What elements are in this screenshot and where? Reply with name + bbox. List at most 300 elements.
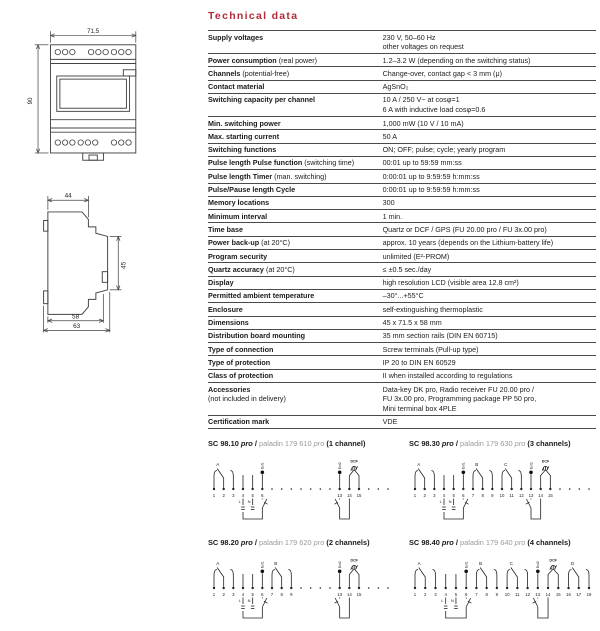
terminal-9 — [491, 488, 494, 498]
spec-label: Certification mark — [208, 417, 270, 427]
spec-value: Data-key DK pro, Radio receiver FU 20.00 pro / — [382, 384, 534, 394]
l-terminal-label: L — [441, 598, 444, 604]
spec-label-cell — [208, 185, 383, 195]
spec-value-cell — [383, 172, 596, 182]
terminal-1 — [414, 488, 417, 498]
spacer-dot — [320, 488, 322, 490]
spec-value: high resolution LCD (visible area 12.8 cm²) — [382, 278, 519, 288]
spec-value: VDE — [382, 417, 398, 427]
spec-label: Pulse length Timer — [208, 171, 273, 181]
diagram-separator: / — [254, 538, 257, 548]
terminal-row — [213, 587, 389, 597]
spec-value: IP 20 to DIN EN 60529 — [382, 357, 456, 367]
spec-label-cell — [208, 82, 383, 92]
spec-label-note: (switching time) — [304, 158, 355, 168]
svg-text:2: 2 — [424, 592, 427, 598]
spec-value: 00:01 up to 59:59 mm:ss — [382, 158, 462, 168]
spec-value-cell — [383, 291, 596, 301]
n-terminal-label: N — [247, 499, 251, 505]
wiring-diagram-sc-98-10 — [208, 439, 395, 532]
spec-row — [208, 156, 596, 169]
ext2-wiring — [334, 499, 349, 520]
ext1-button-icon — [464, 561, 468, 587]
spec-value-cell — [383, 331, 596, 341]
spec-value-cell — [383, 33, 596, 53]
spacer-dot — [320, 587, 322, 589]
spec-value: other voltages on request — [382, 42, 464, 52]
svg-text:11: 11 — [509, 493, 514, 499]
terminal-1 — [213, 488, 216, 498]
spec-label-cell — [208, 212, 383, 222]
spec-label-cell — [208, 318, 383, 328]
spacer-dot — [387, 587, 389, 589]
spec-row — [208, 66, 596, 79]
spec-value-cell — [383, 69, 596, 79]
terminal-13 — [529, 488, 534, 498]
svg-text:11: 11 — [515, 592, 520, 598]
channel-letter: B — [478, 561, 483, 567]
svg-text:15: 15 — [356, 592, 362, 598]
svg-text:4: 4 — [241, 493, 245, 499]
l-terminal-label: L — [238, 499, 241, 505]
dcf-antenna-icon — [349, 559, 359, 587]
contact-a — [214, 462, 233, 488]
terminal-15 — [357, 488, 362, 498]
svg-text:7: 7 — [270, 592, 274, 598]
terminal-14 — [546, 587, 551, 597]
svg-text:1: 1 — [212, 592, 216, 598]
spec-label-cell — [208, 358, 383, 368]
l-terminal-label: L — [238, 598, 241, 604]
front-terminals-bottom — [55, 140, 131, 145]
terminal-15 — [548, 488, 553, 498]
spec-label-note: (man. switching) — [274, 171, 327, 181]
svg-text:10: 10 — [504, 592, 510, 598]
terminal-14 — [538, 488, 543, 498]
spacer-dot — [387, 488, 389, 490]
spec-row — [208, 329, 596, 342]
channel-letter: D — [570, 561, 575, 567]
svg-text:14: 14 — [545, 592, 551, 598]
spec-row — [208, 30, 596, 53]
terminal-16 — [566, 587, 571, 597]
terminal-4 — [445, 587, 448, 597]
spec-row — [208, 183, 596, 196]
svg-text:9: 9 — [491, 493, 494, 499]
svg-text:Ext2: Ext2 — [337, 561, 342, 569]
terminal-17 — [576, 587, 581, 597]
terminal-8 — [481, 488, 484, 498]
diagram-model: SC 98.40 — [409, 538, 440, 548]
svg-text:1: 1 — [413, 592, 417, 598]
spec-label-cell — [208, 238, 383, 248]
spec-row — [208, 80, 596, 93]
terminal-row — [414, 587, 592, 597]
spacer-dot — [281, 488, 283, 490]
spec-label: Power consumption — [208, 55, 277, 65]
svg-text:Ext1: Ext1 — [464, 561, 469, 569]
diagram-paladin-name: paladin 179 630 — [459, 439, 513, 449]
spec-row — [208, 276, 596, 289]
diagram-channel-count: (2 channels) — [326, 538, 370, 548]
diagram-title — [409, 439, 596, 448]
terminal-1 — [414, 587, 417, 597]
spec-value: 10 A / 250 V~ at cosφ=1 — [382, 95, 460, 105]
dimension-label-side-outer: 63 — [73, 323, 81, 331]
spec-value-cell — [383, 345, 596, 355]
diagram-paladin-pro: pro — [313, 439, 325, 449]
svg-text:DCF: DCF — [549, 558, 557, 563]
side-view-drawing — [18, 186, 146, 336]
spec-label-note: (at 20°C) — [265, 264, 295, 274]
spec-label-cell — [208, 291, 383, 301]
spacer-dot — [588, 488, 590, 490]
svg-text:5: 5 — [251, 592, 254, 598]
terminal-5 — [251, 488, 254, 498]
spec-value-cell — [383, 82, 596, 92]
spec-label-cell — [208, 278, 383, 288]
spec-value: 1,000 mW (10 V / 10 mA) — [382, 118, 464, 128]
spec-value: 0:00:01 up to 9:59:59 h:mm:ss — [382, 171, 480, 181]
terminal-15 — [556, 587, 561, 597]
spec-row — [208, 262, 596, 275]
spec-label-cell — [208, 33, 383, 53]
contact-a — [415, 561, 435, 587]
svg-text:9: 9 — [290, 592, 293, 598]
contact-a — [214, 561, 233, 587]
svg-text:6: 6 — [464, 592, 468, 598]
channel-letter: C — [509, 561, 513, 567]
svg-text:4: 4 — [444, 592, 447, 598]
spec-value-cell — [383, 119, 596, 129]
technical-data-section — [208, 8, 596, 631]
spec-label: Min. switching power — [208, 118, 281, 128]
diagram-svg — [208, 449, 394, 527]
spacer-dot — [569, 488, 571, 490]
terminal-7 — [475, 587, 478, 597]
spacer-dot — [300, 587, 302, 589]
ext1-button-icon — [261, 561, 265, 587]
channel-letter: A — [417, 561, 421, 567]
spec-label-note: (at 20°C) — [261, 238, 290, 248]
supply-wiring — [440, 499, 469, 520]
contact-b — [476, 561, 496, 587]
svg-text:18: 18 — [586, 592, 592, 598]
svg-text:14: 14 — [538, 493, 544, 499]
front-terminals-top — [55, 49, 131, 54]
wiring-diagram-sc-98-40 — [409, 538, 596, 631]
diagram-pro: pro — [240, 538, 253, 548]
spec-label-cell — [208, 69, 383, 79]
dcf-antenna-icon — [541, 460, 551, 488]
terminal-9 — [290, 587, 293, 597]
spec-value: Screw terminals (Pull-up type) — [382, 344, 479, 354]
svg-text:13: 13 — [528, 493, 534, 499]
terminal-5 — [452, 488, 455, 498]
spec-value: 1.2–3.2 W (depending on the switching status) — [382, 55, 531, 65]
spec-label: Switching capacity per channel — [208, 95, 316, 105]
svg-text:Ext2: Ext2 — [337, 462, 342, 470]
svg-text:Ext2: Ext2 — [536, 561, 541, 569]
svg-text:8: 8 — [485, 592, 488, 598]
svg-text:DCF: DCF — [350, 558, 358, 563]
spec-value-cell — [383, 132, 596, 142]
terminal-3 — [433, 488, 436, 498]
spec-value-cell — [383, 95, 596, 115]
svg-text:3: 3 — [434, 592, 437, 598]
spec-row — [208, 196, 596, 209]
spec-label: Power back-up — [208, 238, 260, 248]
svg-text:6: 6 — [261, 592, 264, 598]
spacer-dot — [291, 488, 293, 490]
n-terminal-label: N — [450, 598, 454, 604]
svg-text:2: 2 — [222, 493, 225, 499]
front-view-drawing — [14, 24, 164, 180]
dimension-label-front-width: 71,5 — [87, 27, 100, 35]
ext2-wiring — [334, 598, 349, 619]
diagram-svg — [208, 548, 394, 626]
spec-value-cell — [383, 185, 596, 195]
terminal-8 — [280, 587, 283, 597]
spec-label: Dimensions — [208, 318, 249, 328]
terminal-13 — [535, 587, 540, 597]
terminal-6 — [465, 587, 468, 597]
terminal-3 — [232, 587, 235, 597]
spec-row — [208, 93, 596, 116]
spec-label: Contact material — [208, 82, 265, 92]
channel-letter: A — [216, 561, 220, 567]
spec-label-note: (not included in delivery) — [208, 394, 286, 404]
diagram-paladin-pro: pro — [313, 538, 325, 548]
terminal-2 — [222, 587, 225, 597]
spec-value-cell — [383, 238, 596, 248]
wiring-diagrams — [208, 439, 596, 631]
terminal-1 — [213, 587, 216, 597]
spec-value: ON; OFF; pulse; cycle; yearly program — [382, 145, 506, 155]
svg-text:Ext2: Ext2 — [529, 462, 534, 470]
diagram-channel-count: (1 channel) — [326, 439, 366, 449]
terminal-6 — [261, 587, 264, 597]
diagram-channel-count: (4 channels) — [527, 538, 571, 548]
spec-value-cell — [383, 265, 596, 275]
terminal-14 — [347, 488, 352, 498]
svg-text:6: 6 — [462, 493, 465, 499]
spec-value: II when installed according to regulations — [382, 371, 513, 381]
spec-row — [208, 355, 596, 368]
svg-text:14: 14 — [346, 592, 352, 598]
wiring-diagram-sc-98-30 — [409, 439, 596, 532]
spec-row — [208, 116, 596, 129]
spec-label-cell — [208, 371, 383, 381]
spec-value: –30°...+55°C — [382, 291, 424, 301]
diagram-svg — [409, 548, 595, 626]
spec-label: Pulse/Pause length Cycle — [208, 185, 296, 195]
contact-c — [502, 462, 521, 488]
spec-value-cell — [383, 225, 596, 235]
dimension-label-side-top: 44 — [64, 192, 72, 200]
spec-value: 45 x 71.5 x 58 mm — [382, 318, 442, 328]
spec-label-cell — [208, 305, 383, 315]
spec-label: Permitted ambient temperature — [208, 291, 315, 301]
terminal-6 — [462, 488, 465, 498]
terminal-5 — [455, 587, 458, 597]
spec-label-cell — [208, 265, 383, 275]
dimension-label-side-inner: 58 — [72, 313, 80, 321]
terminal-15 — [357, 587, 362, 597]
spec-row — [208, 129, 596, 142]
spacer-dot — [378, 587, 380, 589]
svg-text:9: 9 — [495, 592, 499, 598]
channel-letter: C — [504, 462, 508, 468]
svg-text:4: 4 — [442, 493, 446, 499]
diagram-title — [409, 538, 596, 547]
terminal-11 — [509, 488, 514, 498]
svg-text:2: 2 — [222, 592, 225, 598]
diagram-separator: / — [254, 439, 257, 449]
svg-text:12: 12 — [518, 493, 524, 499]
spacer-dot — [368, 587, 370, 589]
diagram-svg — [409, 449, 595, 527]
diagram-title — [208, 439, 395, 448]
n-terminal-label: N — [448, 499, 452, 505]
terminal-7 — [472, 488, 475, 498]
spec-value: Mini terminal box 4PLE — [382, 404, 457, 414]
terminal-4 — [242, 488, 245, 498]
spec-value-cell — [383, 252, 596, 262]
svg-text:13: 13 — [337, 493, 343, 499]
spec-label-cell — [208, 345, 383, 355]
spacer-dot — [300, 488, 302, 490]
diagram-title — [208, 538, 395, 547]
spec-label-cell — [208, 119, 383, 129]
spec-table — [208, 30, 596, 429]
spec-label: Max. starting current — [208, 131, 280, 141]
spec-value: 35 mm section rails (DIN EN 60715) — [382, 331, 498, 341]
terminal-13 — [337, 587, 342, 597]
ext2-button-icon — [529, 462, 533, 488]
ext2-wiring — [526, 499, 541, 520]
svg-text:8: 8 — [481, 493, 484, 499]
spec-row — [208, 236, 596, 249]
ext2-wiring — [533, 598, 548, 619]
diagram-model: SC 98.20 — [208, 538, 239, 548]
spacer-dot — [310, 587, 312, 589]
spec-value-cell — [383, 198, 596, 208]
spec-row — [208, 289, 596, 302]
spec-value-cell — [383, 417, 596, 427]
dimension-label-side-right: 45 — [120, 261, 128, 269]
terminal-10 — [505, 587, 510, 597]
terminal-3 — [434, 587, 437, 597]
diagram-pro: pro — [441, 439, 454, 449]
svg-text:5: 5 — [452, 493, 455, 499]
spec-row — [208, 382, 596, 415]
svg-text:1: 1 — [212, 493, 216, 499]
spec-row — [208, 342, 596, 355]
svg-text:15: 15 — [356, 493, 362, 499]
svg-text:Ext1: Ext1 — [260, 462, 265, 470]
terminal-2 — [423, 488, 426, 498]
svg-text:12: 12 — [525, 592, 530, 598]
svg-text:5: 5 — [251, 493, 254, 499]
terminal-12 — [519, 488, 524, 498]
svg-text:Ext1: Ext1 — [260, 561, 265, 569]
spec-label-cell — [208, 417, 383, 427]
spec-label: Switching functions — [208, 145, 277, 155]
spec-label-cell — [208, 158, 383, 168]
spec-value: FU 3x.00 pro, Programming package PP 50 pro, — [382, 394, 537, 404]
svg-text:DCF: DCF — [541, 459, 550, 464]
spec-row — [208, 53, 596, 66]
n-terminal-label: N — [247, 598, 251, 604]
svg-text:13: 13 — [337, 592, 343, 598]
terminal-2 — [424, 587, 427, 597]
spec-label-cell — [208, 198, 383, 208]
spec-value-cell — [383, 212, 596, 222]
spec-value-cell — [383, 278, 596, 288]
supply-wiring — [441, 598, 471, 619]
spec-value: Quartz or DCF / GPS (FU 20.00 pro / FU 3x.00 pro) — [382, 224, 547, 234]
diagram-separator: / — [455, 538, 458, 548]
spec-value: 6 A with inductive load cosφ=0.6 — [382, 105, 486, 115]
spec-value: approx. 10 years (depends on the Lithium-battery life) — [382, 238, 554, 248]
ext2-button-icon — [338, 561, 342, 587]
svg-text:13: 13 — [535, 592, 541, 598]
svg-text:7: 7 — [475, 592, 478, 598]
svg-text:4: 4 — [241, 592, 245, 598]
spec-label: Program security — [208, 251, 268, 261]
ext1-button-icon — [462, 462, 466, 488]
spec-label: Memory locations — [208, 198, 270, 208]
terminal-row — [213, 488, 389, 498]
diagram-paladin-name: paladin 179 640 — [459, 538, 513, 548]
spec-label-cell — [208, 331, 383, 341]
contact-a — [415, 462, 434, 488]
spec-label-cell — [208, 225, 383, 235]
terminal-5 — [251, 587, 254, 597]
spec-value: self-extinguishing thermoplastic — [382, 304, 483, 314]
terminal-12 — [525, 587, 530, 597]
spec-label-cell — [208, 172, 383, 182]
ext2-button-icon — [536, 561, 540, 587]
spec-label-cell — [208, 56, 383, 66]
spec-value-cell — [383, 318, 596, 328]
contact-b — [473, 462, 492, 488]
supply-wiring — [239, 499, 268, 520]
spacer-dot — [271, 488, 273, 490]
spec-label: Minimum interval — [208, 211, 268, 221]
spec-value-cell — [383, 371, 596, 381]
diagram-paladin-name: paladin 179 610 — [258, 439, 312, 449]
wiring-diagram-sc-98-20 — [208, 538, 395, 631]
contact-b — [272, 561, 291, 587]
ext1-button-icon — [261, 462, 265, 488]
spec-label: Time base — [208, 224, 244, 234]
spec-label-note: (real power) — [278, 55, 318, 65]
channel-letter: A — [216, 462, 220, 468]
spec-label: Type of protection — [208, 357, 271, 367]
diagram-separator: / — [455, 439, 458, 449]
spec-value-cell — [383, 145, 596, 155]
svg-text:DCF: DCF — [350, 459, 358, 464]
spec-value: 50 A — [382, 131, 397, 141]
terminal-6 — [261, 488, 264, 498]
spacer-dot — [378, 488, 380, 490]
spacer-dot — [579, 488, 581, 490]
spec-value: Change-over, contact gap < 3 mm (μ) — [382, 68, 502, 78]
spacer-dot — [329, 488, 331, 490]
spec-label: Supply voltages — [208, 32, 264, 42]
